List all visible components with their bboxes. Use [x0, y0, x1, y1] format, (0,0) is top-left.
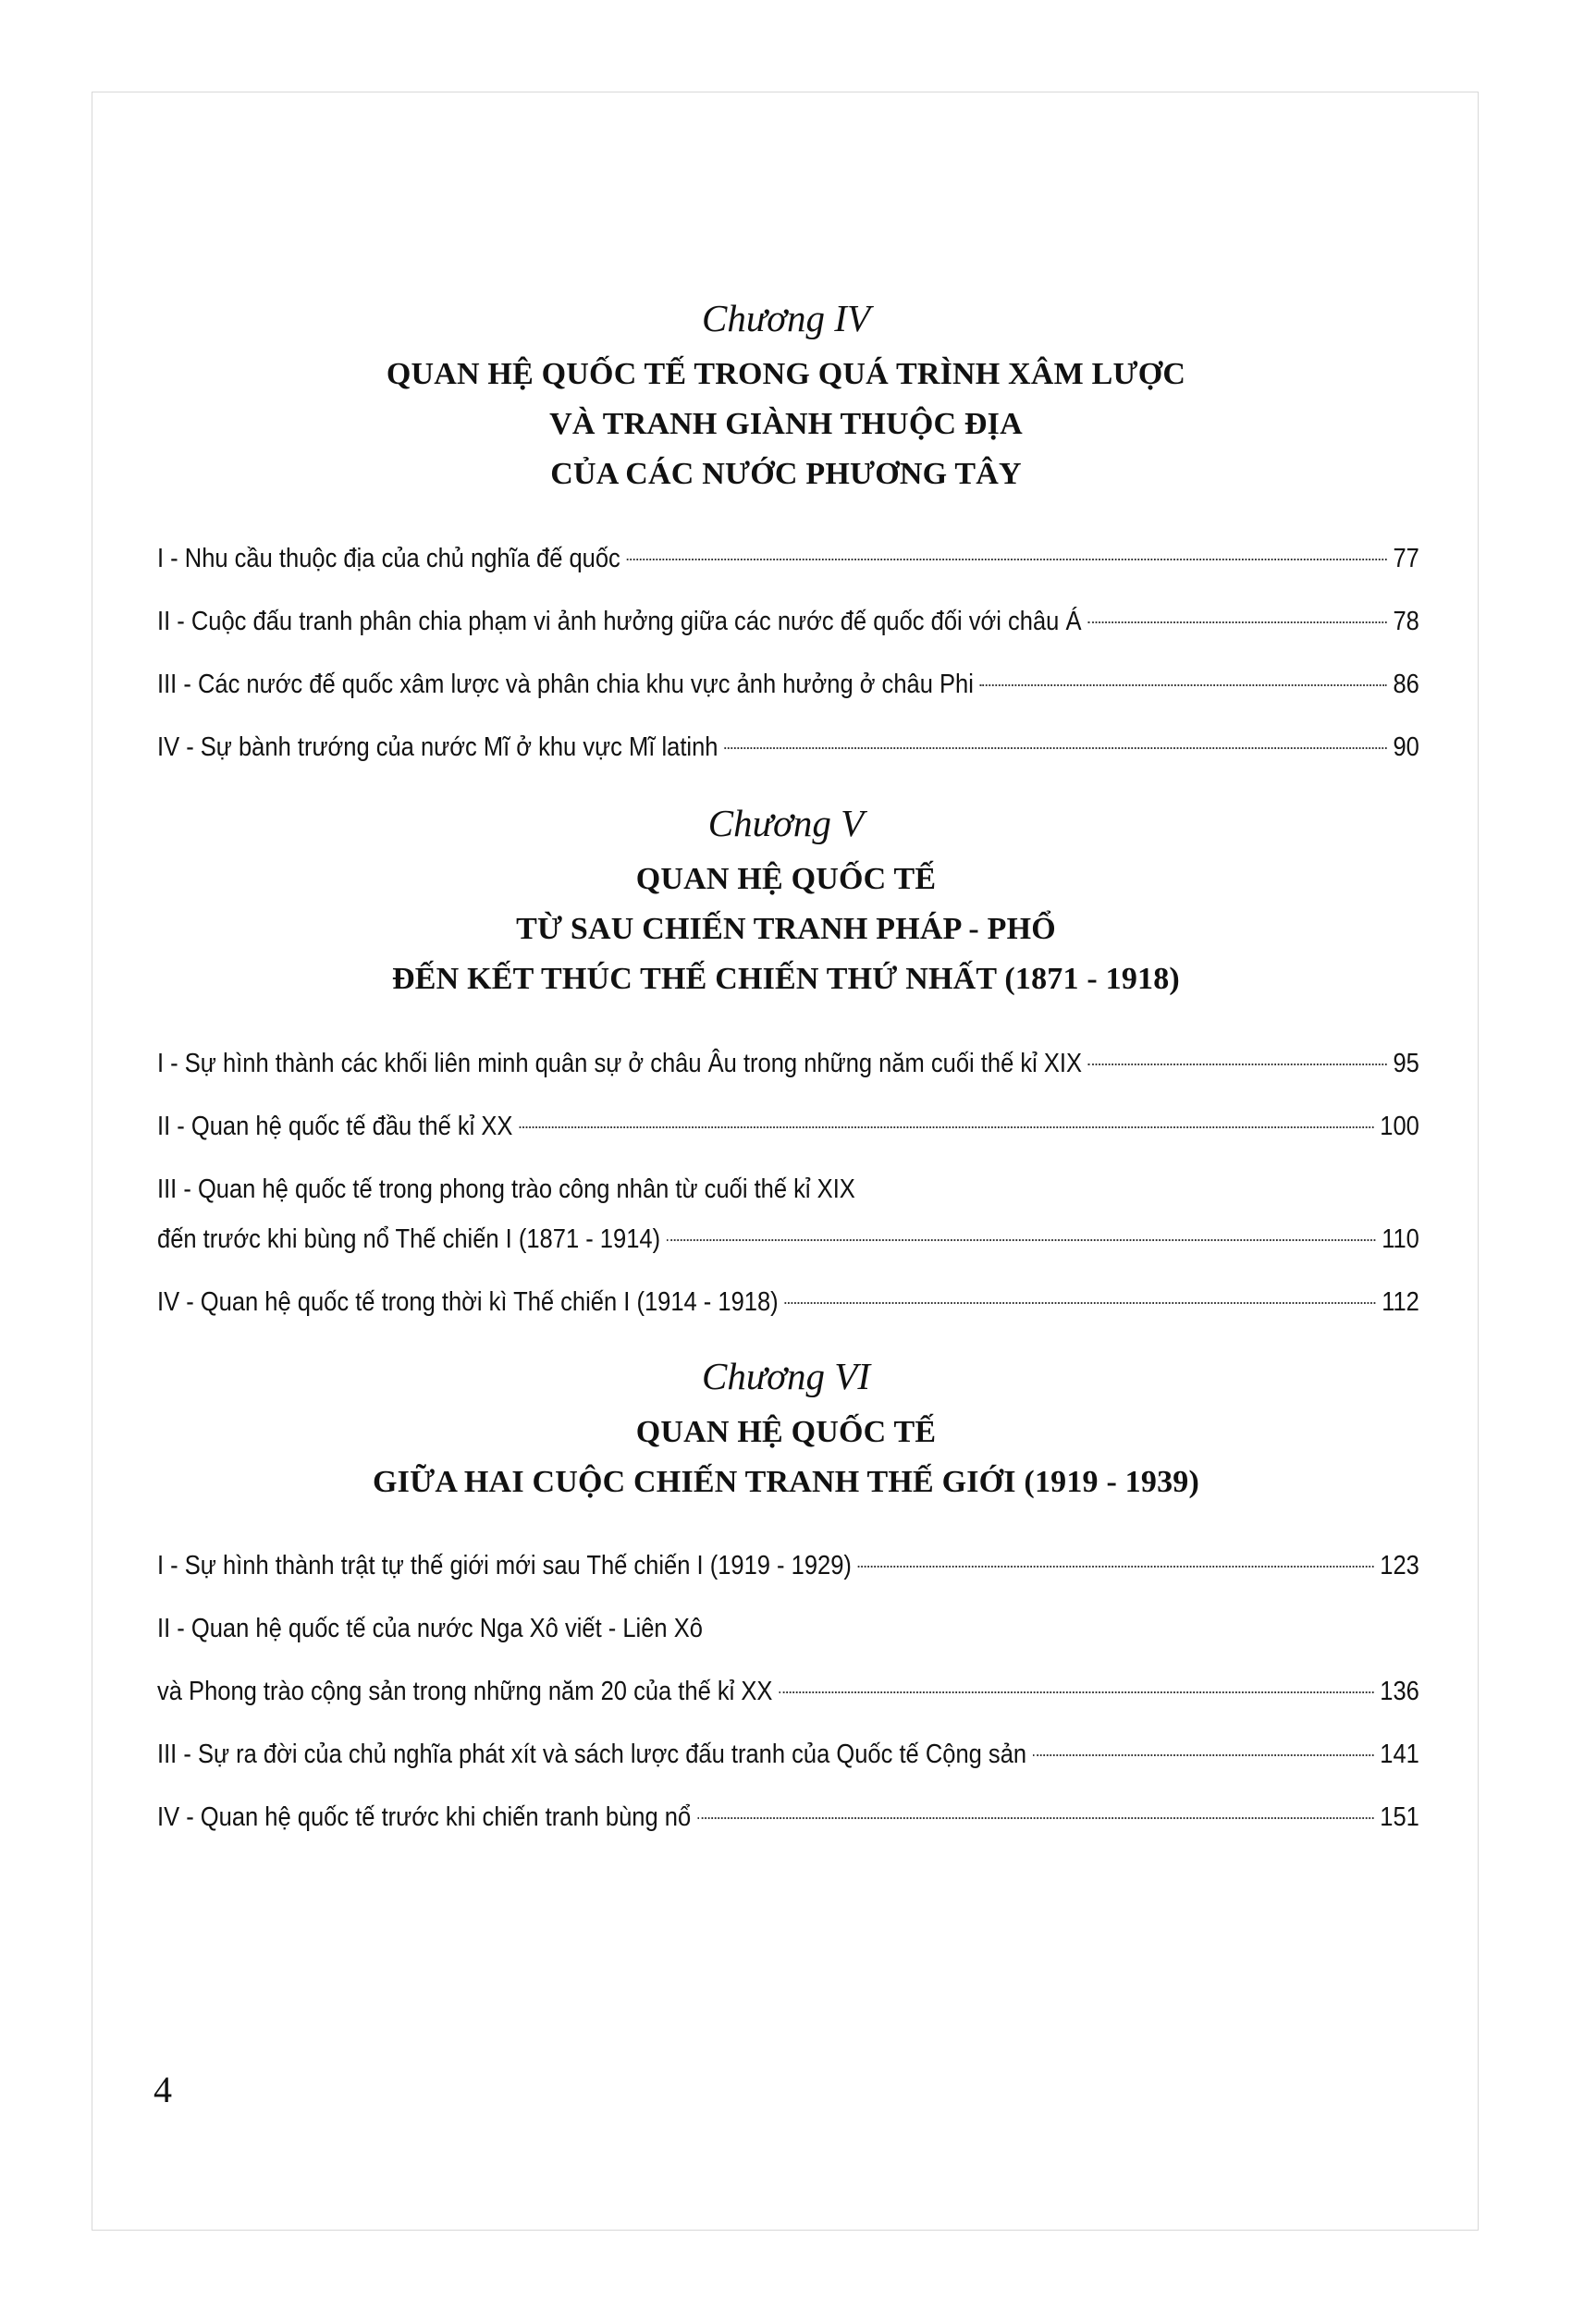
chapter-v-heading [0, 799, 1572, 1004]
chapter-title-line: QUAN HỆ QUỐC TẾ [635, 862, 937, 896]
toc-entry-page: 77 [1393, 544, 1419, 573]
toc-entry-page: 78 [1393, 607, 1419, 636]
chapter-title-line: GIỮA HAI CUỘC CHIẾN TRANH THẾ GIỚI (1919 - 1939) [373, 1465, 1199, 1499]
toc-entry[interactable] [157, 666, 1419, 729]
dot-leader [1088, 1064, 1386, 1065]
chapter-title [0, 350, 1572, 499]
dot-leader [627, 559, 1387, 560]
toc-entry[interactable] [157, 1284, 1419, 1346]
toc-entry[interactable] [157, 1108, 1419, 1171]
dot-leader [697, 1817, 1373, 1819]
toc-entry[interactable] [157, 1673, 1419, 1736]
toc-entry-page: 110 [1382, 1224, 1419, 1254]
chapter-vi-toc [157, 1547, 1419, 1862]
chapter-label: Chương VI [701, 1355, 871, 1397]
toc-entry-title: IV - Sự bành trướng của nước Mĩ ở khu vực Mĩ latinh [157, 732, 718, 762]
toc-entry[interactable] [157, 1799, 1419, 1862]
chapter-v-toc [157, 1045, 1419, 1346]
chapter-title-line: QUAN HỆ QUỐC TẾ TRONG QUÁ TRÌNH XÂM LƯỢC [386, 357, 1186, 391]
toc-entry-title: III - Các nước đế quốc xâm lược và phân chia khu vực ảnh hưởng ở châu Phi [157, 670, 974, 699]
toc-entry-title: II - Cuộc đấu tranh phân chia phạm vi ảnh hưởng giữa các nước đế quốc đối với châu Á [157, 607, 1082, 636]
chapter-label: Chương IV [701, 297, 871, 339]
toc-entry-page: 151 [1380, 1802, 1419, 1832]
toc-entry[interactable] [157, 1547, 1419, 1610]
toc-entry-page: 90 [1393, 732, 1419, 762]
dot-leader [725, 747, 1387, 749]
toc-entry-title: đến trước khi bùng nổ Thế chiến I (1871 - 1914) [157, 1224, 661, 1254]
toc-entry[interactable] [157, 1221, 1419, 1284]
dot-leader [858, 1566, 1373, 1568]
chapter-title-line: CỦA CÁC NƯỚC PHƯƠNG TÂY [550, 457, 1022, 491]
toc-entry-page: 112 [1382, 1287, 1419, 1317]
dot-leader [980, 684, 1387, 686]
chapter-iv-heading [0, 294, 1572, 499]
toc-entry[interactable] [157, 1045, 1419, 1108]
toc-entry-page: 86 [1393, 670, 1419, 699]
dot-leader [785, 1302, 1375, 1304]
chapter-iv-toc [157, 540, 1419, 792]
chapter-title [0, 855, 1572, 1004]
toc-entry-first-line: III - Quan hệ quốc tế trong phong trào công nhân từ cuối thế kỉ XIX [157, 1174, 855, 1204]
chapter-title [0, 1408, 1572, 1507]
page-number: 4 [154, 2069, 172, 2110]
dot-leader [1088, 621, 1387, 623]
dot-leader [520, 1126, 1374, 1128]
chapter-label: Chương V [707, 802, 865, 844]
toc-entry-title: II - Quan hệ quốc tế đầu thế kỉ XX [157, 1112, 513, 1141]
dot-leader [779, 1691, 1373, 1693]
toc-entry-title: III - Sự ra đời của chủ nghĩa phát xít và sách lược đấu tranh của Quốc tế Cộng sản [157, 1740, 1027, 1769]
toc-entry[interactable] [157, 540, 1419, 603]
toc-entry[interactable] [157, 603, 1419, 666]
chapter-title-line: ĐẾN KẾT THÚC THẾ CHIẾN THỨ NHẤT (1871 - 1918) [392, 962, 1180, 996]
dot-leader [667, 1239, 1375, 1241]
chapter-title-line: VÀ TRANH GIÀNH THUỘC ĐỊA [549, 407, 1023, 441]
toc-entry-page: 136 [1380, 1677, 1419, 1706]
chapter-title-line: QUAN HỆ QUỐC TẾ [635, 1415, 937, 1449]
dot-leader [1033, 1754, 1373, 1756]
toc-entry-title: IV - Quan hệ quốc tế trước khi chiến tranh bùng nổ [157, 1802, 692, 1832]
toc-entry[interactable] [157, 1736, 1419, 1799]
toc-entry-page: 141 [1380, 1740, 1419, 1769]
toc-entry-title: và Phong trào cộng sản trong những năm 20 của thế kỉ XX [157, 1677, 773, 1706]
toc-entry-title: I - Sự hình thành các khối liên minh quân sự ở châu Âu trong những năm cuối thế kỉ XIX [157, 1049, 1083, 1078]
toc-entry-title: I - Sự hình thành trật tự thế giới mới sau Thế chiến I (1919 - 1929) [157, 1551, 852, 1580]
chapter-title-line: TỪ SAU CHIẾN TRANH PHÁP - PHỔ [516, 912, 1056, 946]
toc-entry-title: I - Nhu cầu thuộc địa của chủ nghĩa đế quốc [157, 544, 620, 573]
toc-entry-title: IV - Quan hệ quốc tế trong thời kì Thế chiến I (1914 - 1918) [157, 1287, 779, 1317]
chapter-vi-heading [0, 1352, 1572, 1507]
toc-entry[interactable] [157, 729, 1419, 792]
toc-entry-page: 100 [1380, 1112, 1419, 1141]
toc-entry-page: 123 [1380, 1551, 1419, 1580]
toc-entry-page: 95 [1393, 1049, 1419, 1078]
toc-entry-first-line: II - Quan hệ quốc tế của nước Nga Xô viết - Liên Xô [157, 1614, 703, 1643]
